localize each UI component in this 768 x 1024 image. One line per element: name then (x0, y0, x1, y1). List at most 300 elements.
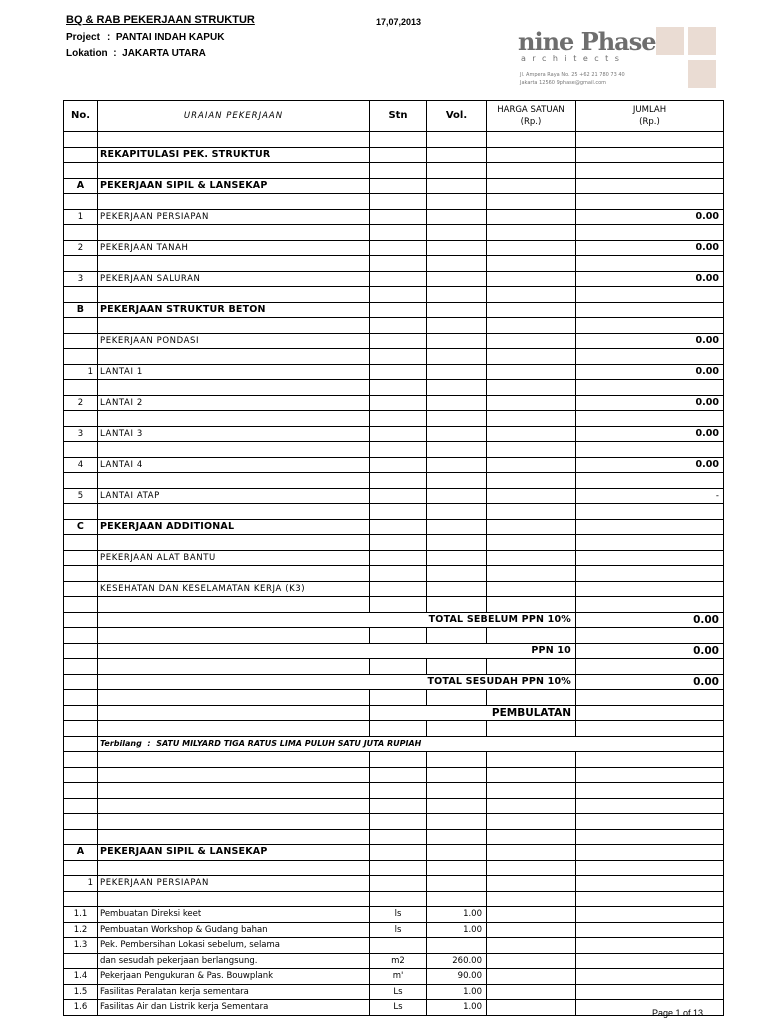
cell-harga (487, 271, 576, 287)
cell-stn (370, 271, 427, 287)
cell-harga (487, 380, 576, 396)
cell-harga (487, 178, 576, 194)
cell-no (64, 566, 98, 582)
cell-harga (487, 597, 576, 613)
cell-no (64, 674, 98, 690)
table-row (64, 566, 724, 582)
cell-jumlah (576, 178, 724, 194)
cell-uraian: LANTAI 4 (98, 457, 370, 473)
table-row (64, 333, 724, 349)
cell-uraian: PEKERJAAN ALAT BANTU (98, 550, 370, 566)
header-jumlah-line1: JUMLAH (632, 105, 667, 115)
cell-uraian (98, 752, 370, 768)
cell-stn (370, 798, 427, 814)
cell-uraian: REKAPITULASI PEK. STRUKTUR (98, 147, 370, 163)
location-separator: : (113, 48, 117, 59)
cell-stn (370, 581, 427, 597)
cell-jumlah (576, 411, 724, 427)
cell-vol (427, 178, 487, 194)
cell-uraian: Fasilitas Air dan Listrik kerja Sementara (98, 1000, 370, 1016)
cell-stn (370, 302, 427, 318)
cell-uraian (98, 891, 370, 907)
cell-uraian: PEKERJAAN PONDASI (98, 333, 370, 349)
cell-harga (487, 814, 576, 830)
cell-vol (427, 783, 487, 799)
cell-stn (370, 349, 427, 365)
cell-stn (370, 395, 427, 411)
cell-no (64, 581, 98, 597)
cell-harga (487, 163, 576, 179)
table-row (64, 209, 724, 225)
cell-stn (370, 597, 427, 613)
cell-harga (487, 426, 576, 442)
cell-no (64, 333, 98, 349)
cell-harga (487, 829, 576, 845)
cell-uraian: KESEHATAN DAN KESELAMATAN KERJA (K3) (98, 581, 370, 597)
cell-vol (427, 860, 487, 876)
cell-stn (370, 783, 427, 799)
cell-harga (487, 721, 576, 737)
cell-vol (427, 504, 487, 520)
cell-no (64, 612, 98, 628)
cell-harga (487, 488, 576, 504)
cell-stn (370, 240, 427, 256)
cell-uraian: LANTAI 1 (98, 364, 370, 380)
cell-harga (487, 535, 576, 551)
cell-no (64, 752, 98, 768)
cell-harga (487, 519, 576, 535)
header-harga-line2: (Rp.) (520, 117, 542, 127)
cell-jumlah (576, 194, 724, 210)
cell-jumlah (576, 225, 724, 241)
table-row (64, 860, 724, 876)
cell-harga (487, 349, 576, 365)
cell-uraian (98, 287, 370, 303)
cell-jumlah (576, 860, 724, 876)
cell-jumlah: 0.00 (576, 674, 724, 690)
cell-no (64, 597, 98, 613)
cell-jumlah (576, 597, 724, 613)
cell-harga (487, 550, 576, 566)
cell-stn (370, 752, 427, 768)
cell-jumlah (576, 473, 724, 489)
cell-jumlah (576, 147, 724, 163)
cell-vol (427, 876, 487, 892)
cell-no (64, 535, 98, 551)
cell-uraian (98, 535, 370, 551)
cell-harga (487, 1000, 576, 1016)
cell-harga (487, 287, 576, 303)
cell-vol (427, 380, 487, 396)
cell-uraian (98, 566, 370, 582)
cell-uraian: PEKERJAAN SIPIL & LANSEKAP (98, 845, 370, 861)
cell-no (64, 318, 98, 334)
cell-uraian (98, 504, 370, 520)
cell-jumlah: 0.00 (576, 426, 724, 442)
cell-vol (427, 132, 487, 148)
table-row (64, 473, 724, 489)
table-row (64, 147, 724, 163)
cell-stn (370, 333, 427, 349)
cell-total-label: TOTAL SEBELUM PPN 10% (98, 612, 576, 628)
cell-stn (370, 287, 427, 303)
table-row (64, 721, 724, 737)
table-row (64, 612, 724, 628)
cell-stn (370, 132, 427, 148)
cell-uraian: PEKERJAAN PERSIAPAN (98, 876, 370, 892)
header-stn: Stn (370, 101, 427, 132)
cell-harga (487, 411, 576, 427)
cell-harga (487, 442, 576, 458)
cell-round-label: PEMBULATAN (370, 705, 576, 721)
cell-uraian (98, 783, 370, 799)
table-row (64, 643, 724, 659)
cell-jumlah (576, 705, 724, 721)
cell-jumlah: 0.00 (576, 643, 724, 659)
table-row (64, 953, 724, 969)
logo-address (520, 71, 625, 87)
cell-jumlah: 0.00 (576, 271, 724, 287)
cell-jumlah: 0.00 (576, 240, 724, 256)
cell-stn (370, 566, 427, 582)
cell-stn (370, 690, 427, 706)
cell-vol (427, 519, 487, 535)
cell-harga (487, 752, 576, 768)
cell-stn (370, 473, 427, 489)
cell-stn (370, 426, 427, 442)
cell-harga (487, 240, 576, 256)
cell-harga (487, 147, 576, 163)
table-row (64, 984, 724, 1000)
cell-harga (487, 969, 576, 985)
table-row (64, 240, 724, 256)
cell-stn (370, 194, 427, 210)
table-row (64, 550, 724, 566)
cell-no (64, 798, 98, 814)
cell-vol (427, 364, 487, 380)
cell-vol (427, 271, 487, 287)
table-row (64, 287, 724, 303)
cell-no (64, 411, 98, 427)
cell-no: 3 (64, 426, 98, 442)
cell-uraian (98, 860, 370, 876)
table-row (64, 395, 724, 411)
cell-jumlah (576, 659, 724, 675)
cell-no (64, 705, 98, 721)
header-harga (487, 101, 576, 132)
cell-stn (370, 845, 427, 861)
cell-vol (427, 690, 487, 706)
cell-vol (427, 798, 487, 814)
cell-uraian (98, 690, 370, 706)
cell-harga (487, 209, 576, 225)
cell-jumlah: 0.00 (576, 364, 724, 380)
table-row (64, 318, 724, 334)
cell-no: 1.6 (64, 1000, 98, 1016)
cell-uraian: PEKERJAAN SALURAN (98, 271, 370, 287)
cell-stn (370, 380, 427, 396)
document-date: 17,07,2013 (376, 17, 422, 27)
cell-harga (487, 457, 576, 473)
cell-jumlah (576, 132, 724, 148)
cell-vol (427, 457, 487, 473)
cell-no (64, 380, 98, 396)
cell-stn (370, 442, 427, 458)
project-line (66, 32, 224, 43)
header-jumlah (576, 101, 724, 132)
cell-uraian (98, 814, 370, 830)
cell-jumlah: 0.00 (576, 457, 724, 473)
logo-name: nine Phase (518, 27, 656, 56)
cell-uraian: Pembuatan Workshop & Gudang bahan (98, 922, 370, 938)
cell-vol (427, 938, 487, 954)
cell-uraian (98, 411, 370, 427)
cell-harga (487, 504, 576, 520)
cell-harga (487, 860, 576, 876)
cell-stn: ls (370, 907, 427, 923)
cell-uraian: Pek. Pembersihan Lokasi sebelum, selama (98, 938, 370, 954)
cell-stn (370, 519, 427, 535)
cell-jumlah (576, 504, 724, 520)
logo-subtitle: architects (521, 54, 626, 63)
cell-harga (487, 364, 576, 380)
cell-no: A (64, 845, 98, 861)
cell-jumlah: 0.00 (576, 612, 724, 628)
cell-total-label: TOTAL SESUDAH PPN 10% (98, 674, 576, 690)
cell-jumlah (576, 969, 724, 985)
cell-vol (427, 209, 487, 225)
cell-vol (427, 566, 487, 582)
cell-harga (487, 798, 576, 814)
table-row (64, 163, 724, 179)
cell-jumlah (576, 628, 724, 644)
cell-no (64, 814, 98, 830)
cell-no: 1 (64, 876, 98, 892)
cell-harga (487, 922, 576, 938)
cell-vol (427, 597, 487, 613)
cell-harga (487, 767, 576, 783)
cell-vol: 260.00 (427, 953, 487, 969)
header-no: No. (64, 101, 98, 132)
location-label: Lokation (66, 48, 108, 59)
table-row (64, 829, 724, 845)
cell-no (64, 442, 98, 458)
table-row (64, 783, 724, 799)
cell-harga (487, 628, 576, 644)
cell-harga (487, 783, 576, 799)
table-row (64, 256, 724, 272)
cell-uraian (98, 721, 370, 737)
cell-no (64, 287, 98, 303)
cell-harga (487, 876, 576, 892)
cell-uraian: Fasilitas Peralatan kerja sementara (98, 984, 370, 1000)
table-row (64, 581, 724, 597)
logo-square (688, 60, 716, 88)
cell-no: B (64, 302, 98, 318)
table-row (64, 519, 724, 535)
cell-uraian (98, 798, 370, 814)
cell-no: 5 (64, 488, 98, 504)
cell-no (64, 147, 98, 163)
cell-vol (427, 349, 487, 365)
cell-vol: 90.00 (427, 969, 487, 985)
cell-stn (370, 364, 427, 380)
table-row (64, 752, 724, 768)
cell-uraian (98, 349, 370, 365)
table-row (64, 659, 724, 675)
cell-jumlah (576, 752, 724, 768)
cell-harga (487, 473, 576, 489)
cell-uraian (98, 829, 370, 845)
project-separator: : (107, 32, 111, 43)
cell-jumlah (576, 380, 724, 396)
cell-vol (427, 318, 487, 334)
cell-jumlah (576, 767, 724, 783)
cell-jumlah (576, 519, 724, 535)
cell-no: 1.5 (64, 984, 98, 1000)
cell-no (64, 783, 98, 799)
cell-uraian: LANTAI ATAP (98, 488, 370, 504)
cell-jumlah: 0.00 (576, 209, 724, 225)
cell-uraian (98, 163, 370, 179)
cell-uraian: LANTAI 3 (98, 426, 370, 442)
cell-vol (427, 225, 487, 241)
cell-jumlah: 0.00 (576, 395, 724, 411)
table-row (64, 767, 724, 783)
terbilang-separator: : (147, 738, 151, 748)
cell-no (64, 690, 98, 706)
cell-stn (370, 256, 427, 272)
cell-uraian (98, 132, 370, 148)
table-row (64, 488, 724, 504)
table-row (64, 938, 724, 954)
table-row (64, 411, 724, 427)
table-row (64, 922, 724, 938)
cell-stn (370, 318, 427, 334)
cell-no: A (64, 178, 98, 194)
cell-terbilang (98, 736, 724, 752)
cell-harga (487, 938, 576, 954)
cell-stn (370, 721, 427, 737)
table-row (64, 271, 724, 287)
cell-vol (427, 287, 487, 303)
table-header-row (64, 101, 724, 132)
cell-vol (427, 535, 487, 551)
cell-no (64, 504, 98, 520)
cell-jumlah (576, 876, 724, 892)
cell-jumlah (576, 690, 724, 706)
cell-stn: ls (370, 922, 427, 938)
cell-no (64, 829, 98, 845)
cell-uraian: PEKERJAAN STRUKTUR BETON (98, 302, 370, 318)
cell-uraian: PEKERJAAN SIPIL & LANSEKAP (98, 178, 370, 194)
cell-stn (370, 225, 427, 241)
cell-vol (427, 845, 487, 861)
cell-stn (370, 628, 427, 644)
cell-vol (427, 240, 487, 256)
logo-address-line: Jakarta 12560 9phase@gmail.com (520, 80, 606, 86)
cell-uraian: PEKERJAAN ADDITIONAL (98, 519, 370, 535)
cell-harga (487, 690, 576, 706)
table-row (64, 457, 724, 473)
cell-vol: 1.00 (427, 1000, 487, 1016)
header-uraian: URAIAN PEKERJAAN (98, 101, 370, 132)
cell-vol (427, 333, 487, 349)
cell-harga (487, 566, 576, 582)
cell-uraian (98, 318, 370, 334)
cell-vol (427, 147, 487, 163)
cell-harga (487, 984, 576, 1000)
cell-harga (487, 659, 576, 675)
cell-no (64, 767, 98, 783)
cell-harga (487, 953, 576, 969)
cell-no (64, 891, 98, 907)
cell-stn (370, 767, 427, 783)
terbilang-text: SATU MILYARD TIGA RATUS LIMA PULUH SATU JUTA RUPIAH (156, 738, 422, 748)
table-row (64, 364, 724, 380)
cell-stn (370, 411, 427, 427)
cell-vol (427, 488, 487, 504)
cell-stn (370, 829, 427, 845)
table-row (64, 674, 724, 690)
cell-no (64, 736, 98, 752)
cell-no (64, 628, 98, 644)
cell-vol (427, 473, 487, 489)
cell-uraian: LANTAI 2 (98, 395, 370, 411)
location-line (66, 48, 206, 59)
table-row (64, 535, 724, 551)
cell-harga (487, 333, 576, 349)
cell-stn (370, 147, 427, 163)
header-jumlah-line2: (Rp.) (639, 117, 660, 127)
cell-no: 1 (64, 364, 98, 380)
cell-uraian: PEKERJAAN PERSIAPAN (98, 209, 370, 225)
cell-uraian (98, 380, 370, 396)
table-row (64, 349, 724, 365)
cell-vol (427, 814, 487, 830)
cell-stn (370, 860, 427, 876)
table-row (64, 426, 724, 442)
cell-jumlah (576, 798, 724, 814)
cell-no (64, 659, 98, 675)
cell-no: C (64, 519, 98, 535)
logo-square (688, 27, 716, 55)
cell-vol: 1.00 (427, 984, 487, 1000)
cell-no (64, 163, 98, 179)
logo-address-line: Jl. Ampera Raya No. 25 +62 21 780 73 40 (520, 72, 625, 78)
cell-stn (370, 550, 427, 566)
table-row (64, 302, 724, 318)
table-row (64, 597, 724, 613)
cell-no (64, 225, 98, 241)
cell-jumlah (576, 349, 724, 365)
cell-no (64, 132, 98, 148)
cell-vol (427, 426, 487, 442)
table-row (64, 132, 724, 148)
cell-vol (427, 302, 487, 318)
cell-no (64, 349, 98, 365)
logo-square (656, 27, 684, 55)
cell-harga (487, 194, 576, 210)
cell-jumlah (576, 318, 724, 334)
bq-table (63, 100, 724, 1016)
cell-uraian (98, 442, 370, 458)
cell-no (64, 550, 98, 566)
cell-vol: 1.00 (427, 922, 487, 938)
table-row (64, 814, 724, 830)
terbilang-label: Terbilang (100, 738, 142, 748)
cell-vol (427, 550, 487, 566)
